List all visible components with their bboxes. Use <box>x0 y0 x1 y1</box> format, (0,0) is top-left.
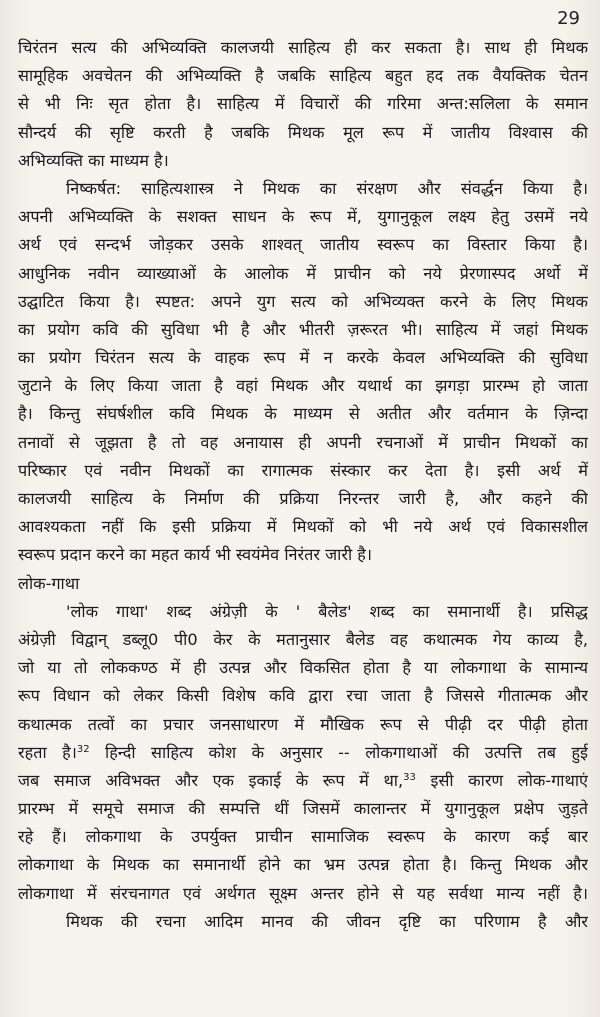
footnote-ref: 32 <box>76 743 90 755</box>
text-line: कथात्मक तत्वों का प्रचार जनसाधारण में मौखिक रूप से पीढ़ी दर पीढ़ी होता <box>18 714 588 734</box>
text-line: रूप विधान को लेकर किसी विशेष कवि द्वारा रचा जाता है जिससे गीतात्मक और <box>18 686 588 706</box>
text-line: आवश्यकता नहीं कि इसी प्रक्रिया में मिथकों को भी नये अर्थ एवं विकासशील <box>18 517 588 537</box>
section-heading: लोक-गाथा <box>18 573 80 593</box>
text-line: अंग्रेज़ी विद्वान् डब्लू0 पी0 केर के मतानुसार बैलेड वह कथात्मक गेय काव्य है, <box>18 629 588 649</box>
text-line: सामूहिक अवचेतन की अभिव्यक्ति है जबकि साहित्य बहुत हद तक वैयक्तिक चेतन <box>18 66 588 86</box>
text-line: परिष्कार एवं नवीन मिथकों का रागात्मक संस्कार कर देता है। इसी अर्थ में <box>18 460 588 480</box>
text-line: का प्रयोग चिरंतन सत्य के वाहक रूप में न करके केवल अभिव्यक्ति की सुविधा <box>18 348 588 368</box>
text-line: का प्रयोग कवि की सुविधा भी है और भीतरी ज़रूरत भी। साहित्य में जहां मिथक <box>18 319 588 339</box>
text-line: आधुनिक नवीन व्याख्याओं के आलोक में प्राचीन को नये प्रेरणास्पद अर्थो में <box>18 263 588 283</box>
text-line: रहे हैं। लोकगाथा के उपर्युक्त प्राचीन सामाजिक स्वरूप के कारण कई बार <box>18 827 588 847</box>
text-line: है। किन्तु संघर्षशील कवि मिथक के माध्यम से अतीत और वर्तमान के ज़िन्दा <box>18 404 588 424</box>
text-line: प्रारम्भ में समूचे समाज की सम्पत्ति थीं जिसमें कालान्तर में युगानुकूल प्रक्षेप जुड़ते <box>18 799 588 819</box>
text-line: सौन्दर्य की सृष्टि करती है जबकि मिथक मूल रूप में जातीय विश्वास की <box>18 122 588 142</box>
text-line: मिथक की रचना आदिम मानव की जीवन दृष्टि का परिणाम है और <box>66 911 588 931</box>
text-line <box>18 767 588 795</box>
text-line: 'लोक गाथा' शब्द अंग्रेज़ी के ' बैलेड' शब्द का समानार्थी है। प्रसिद्ध <box>66 601 588 621</box>
text-line: से भी निः सृत होता है। साहित्य में विचारों की गरिमा अन्त:सलिला के समान <box>18 94 588 114</box>
text-line: अर्थ एवं सन्दर्भ जोड़कर उसके शाश्वत् जातीय स्वरूप का विस्तार किया है। <box>18 235 588 255</box>
text-line: अभिव्यक्ति का माध्यम है। <box>18 150 169 170</box>
text-line: अपनी अभिव्यक्ति के सशक्त साधन के रूप में, युगानुकूल लक्ष्य हेतु उसमें नये <box>18 207 588 227</box>
text-line: जुटाने के लिए किया जाता है वहां मिथक और यथार्थ का झगड़ा प्रारम्भ हो जाता <box>18 376 588 396</box>
text-line: लोकगाथा के मिथक का समानार्थी होने का भ्रम उत्पन्न होता है। किन्तु मिथक और <box>18 855 588 875</box>
text-line: लोकगाथा में संरचनागत एवं अर्थगत सूक्ष्म अन्तर होने से यह सर्वथा मान्य नहीं है। <box>18 883 588 903</box>
text-segment: जब समाज अविभक्त और एक इकाई के रूप में था, <box>18 770 404 790</box>
text-line: कालजयी साहित्य के निर्माण की प्रक्रिया निरन्तर जारी है, और कहने की <box>18 489 588 508</box>
text-line: निष्कर्षत: साहित्यशास्त्र ने मिथक का संरक्षण और संवर्द्धन किया है। <box>66 178 588 198</box>
page-number: 29 <box>557 8 580 29</box>
text-line: तनावों से जूझता है तो वह अनायास ही अपनी रचनाओं में प्राचीन मिथकों का <box>18 432 588 452</box>
text-line: चिरंतन सत्य की अभिव्यक्ति कालजयी साहित्य ही कर सकता है। साथ ही मिथक <box>18 38 588 57</box>
text-segment: हिन्दी साहित्य कोश के अनुसार -- लोकगाथाओं की उत्पत्ति तब हुई <box>89 742 588 762</box>
text-line <box>18 739 588 767</box>
text-segment: रहता है। <box>18 742 77 762</box>
text-line: जो या तो लोककण्ठ में ही उत्पन्न और विकसित होता है या लोकगाथा के सामान्य <box>18 658 588 678</box>
text-line: स्वरूप प्रदान करने का महत कार्य भी स्वयंमेव निरंतर जारी है। <box>18 545 373 565</box>
text-line: उद्घाटित किया है। स्पष्टत: अपने युग सत्य को अभिव्यक्त करने के लिए मिथक <box>18 291 588 311</box>
text-segment: इसी कारण लोक-गाथाएं <box>415 770 588 790</box>
body-text <box>18 34 588 936</box>
footnote-ref: 33 <box>403 771 416 783</box>
